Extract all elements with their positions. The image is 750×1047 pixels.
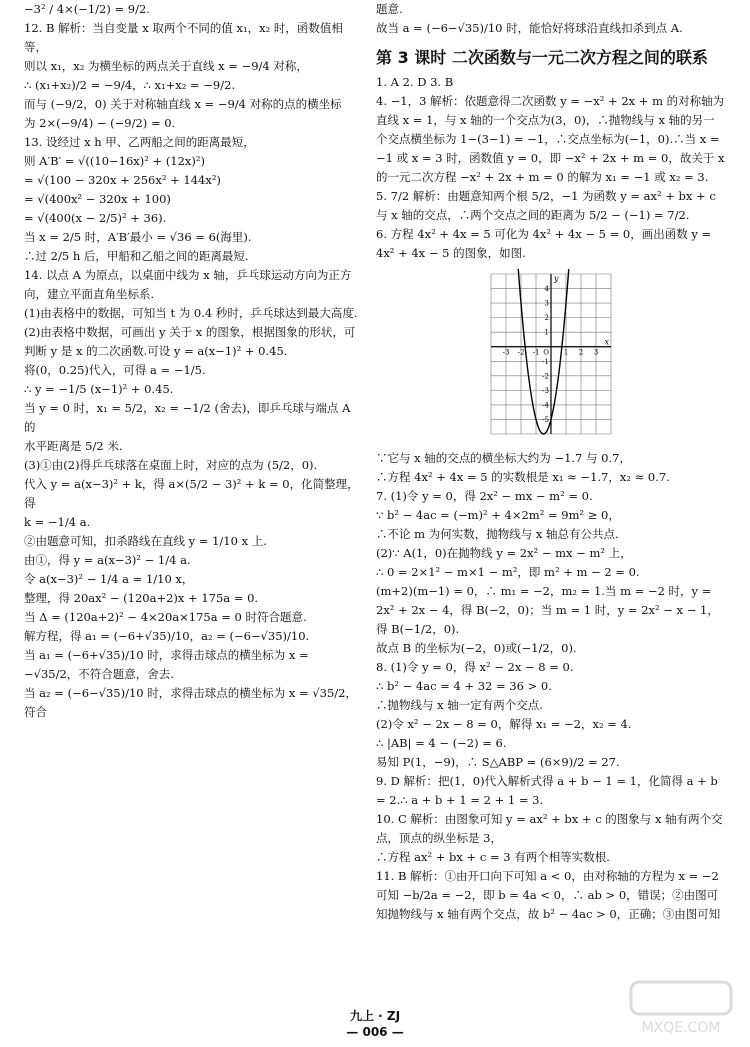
text-line: (m+2)(m−1) = 0，∴ m₁ = −2，m₂ = 1.当 m = −2 时，y = 2x² + 2x − 4，得 B(−2，0)；当 m = 1 时，y = 2x² − x − 1，得 B(−1/2，0). — [376, 584, 719, 636]
text-line: = √(400x² − 320x + 100) — [24, 192, 171, 206]
watermark-logo — [626, 977, 736, 1037]
y-tick-label: -2 — [542, 372, 549, 381]
text-line: 1. A 2. D 3. B — [376, 75, 454, 89]
y-tick-label: -4 — [542, 401, 549, 410]
text-line: 4. −1，3 解析：依题意得二次函数 y = −x² + 2x + m 的对称轴为直线 x = 1，与 x 轴的一个交点为(3，0)，∴抛物线与 x 轴的另一个交点横坐标为 1−(3−1) = −1，∴交点坐标为(−1，0).∴当 x = −1 或 x = 3 时，函数值 y = 0，即 −x² + 2x + m = 0，故关于 x 的一元二次方程 −x² + 2x + m = 0 的解为 x₁ = −1 或 x₂ = 3. — [376, 94, 725, 184]
text-line: 则 A′B′ = √((10−16x)² + (12x)²) — [24, 154, 206, 168]
text-line: ∴不论 m 为何实数，抛物线与 x 轴总有公共点. — [376, 527, 619, 541]
text-line: 当 Δ = (120a+2)² − 4×20a×175a = 0 时符合题意. — [24, 610, 307, 624]
text-line: 当 y = 0 时，x₁ = 5/2，x₂ = −1/2 (舍去)，即乒乓球与端点 A 的 — [24, 401, 351, 434]
text-line: ∴方程 ax² + bx + c = 3 有两个相等实数根. — [376, 850, 610, 864]
text-line: 当 a₂ = (−6−√35)/10 时，求得击球点的横坐标为 x = √35/2，符合 — [24, 686, 357, 719]
y-tick-label: 4 — [544, 285, 549, 294]
text-line: 故点 B 的坐标为(−2，0)或(−1/2，0). — [376, 641, 577, 655]
right-column — [376, 0, 726, 924]
y-tick-label: 3 — [544, 299, 549, 308]
text-line: (2)令 x² − 2x − 8 = 0，解得 x₁ = −2，x₂ = 4. — [376, 717, 632, 731]
text-line: −3² / 4×(−1/2) = 9/2. — [24, 2, 150, 16]
text-line: 6. 方程 4x² + 4x = 5 可化为 4x² + 4x − 5 = 0，画出函数 y = 4x² + 4x − 5 的图象，如图. — [376, 227, 712, 260]
text-line: 题意. — [376, 2, 403, 16]
text-line: 当 x = 2/5 时，A′B′最小 = √36 = 6(海里). — [24, 230, 252, 244]
text-line: = √(400(x − 2/5)² + 36). — [24, 211, 167, 225]
text-line: 将(0，0.25)代入，可得 a = −1/5. — [24, 363, 206, 377]
y-tick-label: 2 — [544, 314, 549, 323]
x-tick-label: 3 — [593, 348, 599, 357]
y-tick-label: -1 — [542, 357, 549, 366]
text-line: 12. B 解析：当自变量 x 取两个不同的值 x₁，x₂ 时，函数值相等， — [24, 21, 343, 54]
x-tick-label: 2 — [578, 348, 584, 357]
text-line: (2)∵ A(1，0)在抛物线 y = 2x² − mx − m² 上， — [376, 546, 632, 560]
origin-label: O — [543, 348, 549, 357]
text-line: ∵ b² − 4ac = (−m)² + 4×2m² = 9m² ≥ 0， — [376, 508, 620, 522]
text-line: 解方程，得 a₁ = (−6+√35)/10，a₂ = (−6−√35)/10. — [24, 629, 310, 643]
x-tick-label: -2 — [517, 348, 525, 357]
parabola-graph — [486, 269, 616, 439]
text-line: 8. (1)令 y = 0，得 x² − 2x − 8 = 0. — [376, 660, 574, 674]
text-line: (1)由表格中的数据，可知当 t 为 0.4 秒时，乒乓球达到最大高度. — [24, 306, 358, 320]
x-tick-label: 1 — [563, 348, 569, 357]
text-line: (2)由表格中数据，可画出 y 关于 x 的图象，根据图象的形状，可判断 y 是 x 的二次函数.可设 y = a(x−1)² + 0.45. — [24, 325, 356, 358]
text-line: 水平距离是 5/2 米. — [24, 439, 123, 453]
text-line: 7. (1)令 y = 0，得 2x² − mx − m² = 0. — [376, 489, 593, 503]
text-line: k = −1/4 a. — [24, 515, 91, 529]
text-line: 5. 7/2 解析：由题意知两个根 5/2，−1 为函数 y = ax² + bx + c 与 x 轴的交点，∴两个交点之间的距离为 5/2 − (−1) = 7/2. — [376, 189, 716, 222]
text-line: (3)①由(2)得乒乓球落在桌面上时，对应的点为 (5/2，0). — [24, 458, 318, 472]
text-line: ∴ |AB| = 4 − (−2) = 6. — [376, 736, 507, 750]
text-line: 13. 设经过 x h 甲、乙两船之间的距离最短， — [24, 135, 255, 149]
svg-text:MXQE.COM: MXQE.COM — [641, 1020, 721, 1036]
text-line: ∴抛物线与 x 轴一定有两个交点. — [376, 698, 543, 712]
text-line: 当 a₁ = (−6+√35)/10 时，求得击球点的横坐标为 x = −√35/2，不符合题意，舍去. — [24, 648, 309, 681]
text-line: 则以 x₁，x₂ 为横坐标的两点关于直线 x = −9/4 对称， — [24, 59, 308, 73]
text-line: 由①，得 y = a(x−3)² − 1/4 a. — [24, 553, 191, 567]
text-line: ∴方程 4x² + 4x = 5 的实数根是 x₁ ≈ −1.7，x₂ ≈ 0.7. — [376, 470, 670, 484]
text-line: 而与 (−9/2，0) 关于对称轴直线 x = −9/4 对称的点的横坐标 — [24, 97, 342, 111]
section-title: 第 3 课时 二次函数与一元二次方程之间的联系 — [376, 48, 708, 67]
text-line: ∴ 0 = 2×1² − m×1 − m²，即 m² + m − 2 = 0. — [376, 565, 640, 579]
text-line: 易知 P(1，−9)，∴ S△ABP = (6×9)/2 = 27. — [376, 755, 620, 769]
x-axis-label: x — [604, 337, 609, 347]
left-column — [24, 0, 362, 722]
text-line: ②由题意可知，扣杀路线在直线 y = 1/10 x 上. — [24, 534, 267, 548]
text-line: 为 2×(−9/4) − (−9/2) = 0. — [24, 116, 176, 130]
y-axis-label: y — [554, 274, 559, 283]
text-line: 故当 a = (−6−√35)/10 时，能恰好将球沿直线扣杀到点 A. — [376, 21, 683, 35]
y-tick-label: 1 — [544, 328, 549, 337]
footer-label: 九上 · ZJ — [349, 1009, 401, 1023]
x-tick-label: -1 — [532, 348, 540, 357]
text-line: 10. C 解析：由图象可知 y = ax² + bx + c 的图象与 x 轴有两个交点，顶点的纵坐标是 3， — [376, 812, 723, 845]
text-line: ∵它与 x 轴的交点的横坐标大约为 −1.7 与 0.7， — [376, 451, 631, 465]
text-line: ∴ (x₁+x₂)/2 = −9/4，∴ x₁+x₂ = −9/2. — [24, 78, 236, 92]
text-line: 代入 y = a(x−3)² + k，得 a×(5/2 − 3)² + k = 0，化简整理，得 — [24, 477, 359, 510]
text-line: = √(100 − 320x + 256x² + 144x²) — [24, 173, 221, 187]
text-line: 令 a(x−3)² − 1/4 a = 1/10 x， — [24, 572, 194, 586]
y-tick-label: -3 — [542, 386, 549, 395]
y-tick-label: -5 — [542, 415, 549, 424]
x-tick-label: -3 — [502, 348, 510, 357]
text-line: 整理，得 20ax² − (120a+2)x + 175a = 0. — [24, 591, 259, 605]
text-line: ∴过 2/5 h 后，甲船和乙船之间的距离最短. — [24, 249, 249, 263]
page-number: — 006 — — [346, 1025, 404, 1039]
text-line: 14. 以点 A 为原点，以桌面中线为 x 轴，乒乓球运动方向为正方向，建立平面直角坐标系. — [24, 268, 352, 301]
text-line: 9. D 解析：把(1，0)代入解析式得 a + b − 1 = 1，化简得 a + b = 2.∴ a + b + 1 = 2 + 1 = 3. — [376, 774, 718, 807]
text-line: ∴ b² − 4ac = 4 + 32 = 36 > 0. — [376, 679, 552, 693]
text-line: 11. B 解析：①由开口向下可知 a < 0，由对称轴的方程为 x = −2 可知 −b/2a = −2，即 b = 4a < 0，∴ ab > 0，错误；②由图可知抛物线与 x 轴有两个交点，故 b² − 4ac > 0，正确；③由图可知 — [376, 869, 721, 921]
text-line: ∴ y = −1/5 (x−1)² + 0.45. — [24, 382, 174, 396]
